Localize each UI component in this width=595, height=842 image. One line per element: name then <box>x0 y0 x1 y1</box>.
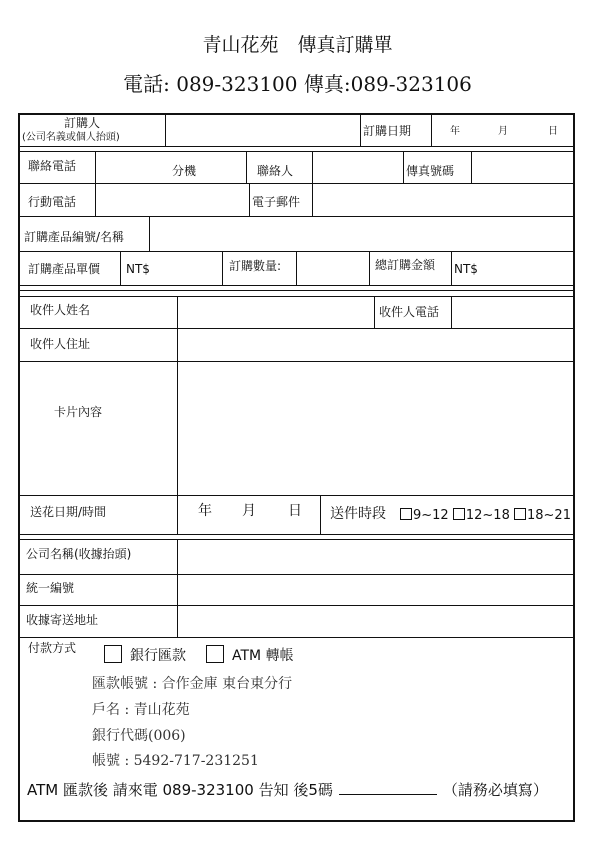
checkbox-icon[interactable] <box>453 508 465 520</box>
slot-9-12-option[interactable]: 9~12 <box>400 508 449 523</box>
bank-code-line: 銀行代碼(006) <box>92 728 186 744</box>
contact-person-label: 聯絡人 <box>257 164 294 178</box>
mobile-label: 行動電話 <box>28 195 77 209</box>
receipt-address-label: 收據寄送地址 <box>26 613 99 627</box>
form-title: 青山花苑 傳真訂購單 <box>202 34 393 56</box>
recipient-name-label: 收件人姓名 <box>30 303 91 317</box>
delivery-slot-label: 送件時段 <box>330 506 386 522</box>
delivery-slot-options <box>400 508 571 523</box>
total-amount-label: 總訂購金額 <box>375 258 436 272</box>
payment-method-label: 付款方式 <box>28 641 77 655</box>
email-label: 電子郵件 <box>252 195 301 209</box>
tax-id-label: 統一編號 <box>26 581 75 595</box>
delivery-date-label: 送花日期/時間 <box>30 505 107 519</box>
checkbox-icon[interactable] <box>514 508 526 520</box>
checkbox-icon[interactable] <box>104 645 122 663</box>
phone-label: 聯絡電話 <box>28 159 77 173</box>
contact-line: 電話: 089-323100 傳真:089-323106 <box>123 72 472 96</box>
extension-label: 分機 <box>172 164 197 178</box>
recipient-address-label: 收件人住址 <box>30 337 91 351</box>
checkbox-icon[interactable] <box>400 508 412 520</box>
fax-number-label: 傳真號碼 <box>406 164 455 178</box>
quantity-label: 訂購數量: <box>229 259 282 273</box>
delivery-day: 日 <box>288 503 302 519</box>
account-number-line: 帳號 : 5492-717-231251 <box>92 753 259 769</box>
account-name-line: 戶名 : 青山花苑 <box>92 702 190 718</box>
delivery-month: 月 <box>242 503 256 519</box>
buyer-sublabel: (公司名義或個人抬頭) <box>22 132 120 143</box>
product-label: 訂購產品編號/名稱 <box>24 230 125 244</box>
atm-transfer-option[interactable]: ATM 轉帳 <box>206 645 294 663</box>
buyer-label: 訂購人 <box>64 116 101 130</box>
account-line: 匯款帳號 : 合作金庫 東台東分行 <box>92 676 293 692</box>
unit-price-prefix: NT$ <box>126 262 150 276</box>
bank-transfer-option[interactable]: 銀行匯款 <box>104 645 186 663</box>
card-content-label: 卡片內容 <box>54 405 103 419</box>
unit-price-label: 訂購產品單價 <box>28 262 101 276</box>
company-name-label: 公司名稱(收據抬頭) <box>26 547 132 561</box>
last5-digits-field[interactable] <box>339 782 437 795</box>
total-amount-prefix: NT$ <box>454 262 478 276</box>
checkbox-icon[interactable] <box>206 645 224 663</box>
atm-notice: ATM 匯款後 請來電 089-323100 告知 後5碼 （請務必填寫） <box>27 781 548 799</box>
recipient-phone-label: 收件人電話 <box>379 305 440 319</box>
order-date-label: 訂購日期 <box>363 124 412 138</box>
date-month: 月 <box>498 126 508 137</box>
order-form <box>18 113 575 822</box>
delivery-year: 年 <box>198 503 212 519</box>
date-year: 年 <box>450 126 460 137</box>
slot-12-18-option[interactable]: 12~18 <box>453 508 510 523</box>
date-day: 日 <box>548 126 558 137</box>
slot-18-21-option[interactable]: 18~21 <box>514 508 571 523</box>
